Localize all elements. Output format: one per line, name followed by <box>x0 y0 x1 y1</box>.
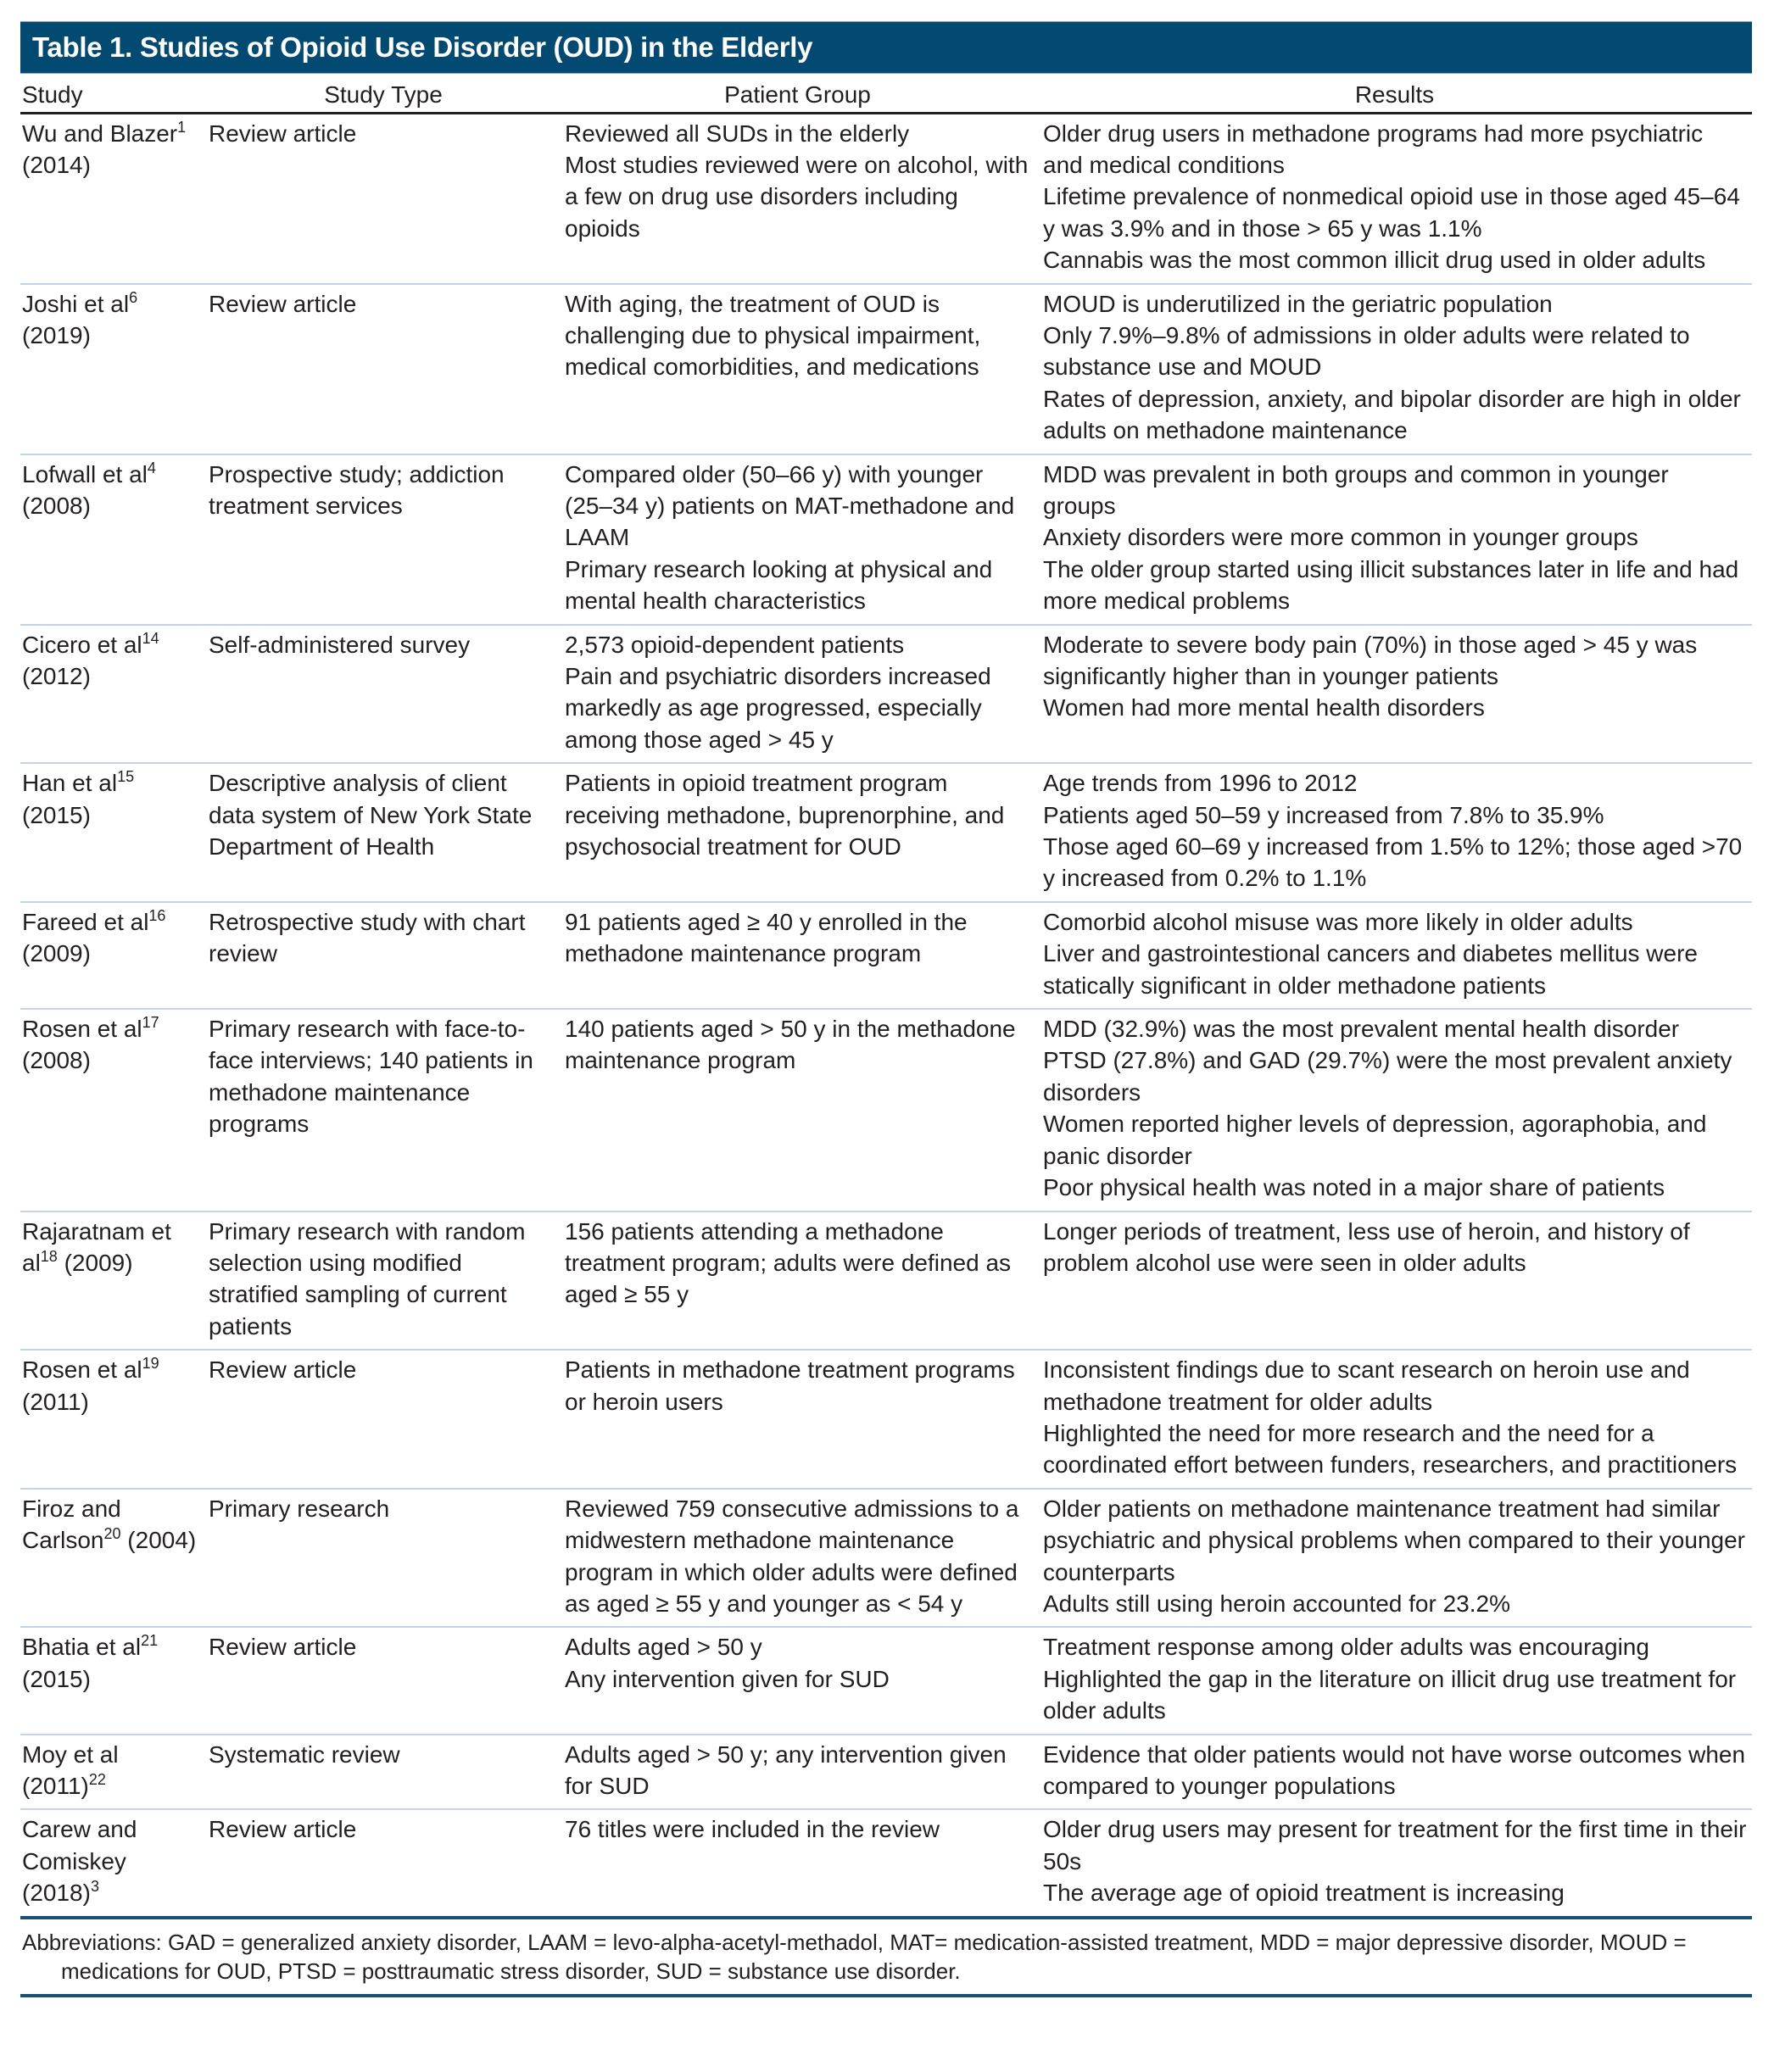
reference-number: 22 <box>88 1771 106 1788</box>
results-cell <box>1037 625 1752 764</box>
result-line: The older group started using illicit substances later in life and had more medical problems <box>1043 555 1739 615</box>
patient-group-line: Reviewed 759 consecutive admissions to a midwestern methadone maintenance program in which older adults were defined as aged ≥ 55 y and younger as < 54 y <box>565 1495 1019 1617</box>
result-line: Liver and gastrointestional cancers and diabetes mellitus were statically significant in older methadone patients <box>1043 940 1698 999</box>
results-cell <box>1037 454 1752 625</box>
reference-number: 15 <box>117 768 135 786</box>
patient-group-line: Any intervention given for SUD <box>565 1665 890 1692</box>
patient-group-line: Pain and psychiatric disorders increased markedly as age progressed, especially among those aged > 45 y <box>565 663 991 753</box>
patient-group-cell <box>558 284 1037 454</box>
results-cell <box>1037 284 1752 454</box>
patient-group-line: 76 titles were included in the review <box>565 1816 940 1843</box>
result-line: The average age of opioid treatment is increasing <box>1043 1880 1565 1907</box>
results-cell <box>1037 1627 1752 1734</box>
study-type-line: Prospective study; addiction treatment services <box>209 460 505 519</box>
result-line: Treatment response among older adults was encouraging <box>1043 1634 1649 1661</box>
table-row <box>20 284 1752 454</box>
study-type-cell <box>209 1211 558 1351</box>
reference-number: 6 <box>129 288 138 306</box>
study-year: (2009) <box>22 940 91 967</box>
result-line: Inconsistent findings due to scant research on heroin use and methadone treatment for older adults <box>1043 1356 1690 1415</box>
study-year: (2004) <box>120 1527 197 1554</box>
result-line: Older patients on methadone maintenance treatment had similar psychiatric and physical problems when compared to their younger counterparts <box>1043 1495 1745 1585</box>
patient-group-cell <box>558 1809 1037 1917</box>
study-type-cell <box>209 1489 558 1628</box>
patient-group-cell <box>558 1350 1037 1489</box>
patient-group-line: 156 patients attending a methadone treatment program; adults were defined as aged ≥ 55 y <box>565 1217 1012 1308</box>
patient-group-line: 2,573 opioid-dependent patients <box>565 631 905 658</box>
study-type-line: Review article <box>209 1634 357 1661</box>
study-author: Moy et al (2011) <box>22 1741 119 1799</box>
result-line: Comorbid alcohol misuse was more likely in older adults <box>1043 908 1633 935</box>
study-year: (2019) <box>22 321 91 348</box>
result-line: Moderate to severe body pain (70%) in those aged > 45 y was significantly higher than in younger patients <box>1043 631 1698 689</box>
study-type-line: Systematic review <box>209 1741 400 1768</box>
study-type-line: Review article <box>209 120 357 147</box>
table-body <box>20 113 1752 1918</box>
header-patient-group: Patient Group <box>558 74 1037 113</box>
study-cell <box>20 113 209 284</box>
study-cell <box>20 284 209 454</box>
results-cell <box>1037 1735 1752 1810</box>
table-row <box>20 1809 1752 1917</box>
results-cell <box>1037 1211 1752 1351</box>
study-cell <box>20 454 209 625</box>
table-row <box>20 1627 1752 1734</box>
patient-group-line: Patients in opioid treatment program receiving methadone, buprenorphine, and psychosocial treatment for OUD <box>565 770 1005 861</box>
study-year: (2012) <box>22 663 91 689</box>
study-cell <box>20 1489 209 1628</box>
studies-table <box>20 74 1752 1919</box>
table-row <box>20 454 1752 625</box>
study-cell <box>20 1627 209 1734</box>
study-author: Cicero et al <box>22 631 142 658</box>
study-cell <box>20 763 209 902</box>
result-line: Older drug users may present for treatment for the first time in their 50s <box>1043 1816 1747 1874</box>
abbreviations-footnote: Abbreviations: GAD = generalized anxiety disorder, LAAM = levo-alpha-acetyl-methadol, MAT= medication-assisted treatment, MDD = major depressive disorder, MOUD = medications for OUD, PTSD = posttraumatic stress disorder, SUD = substance use disorder. <box>20 1919 1752 1997</box>
table-row <box>20 1009 1752 1211</box>
reference-number: 17 <box>142 1014 159 1032</box>
study-cell <box>20 902 209 1009</box>
results-cell <box>1037 113 1752 284</box>
study-year: (2014) <box>22 151 91 178</box>
table-row <box>20 625 1752 764</box>
header-study: Study <box>20 74 209 113</box>
table-row <box>20 1211 1752 1351</box>
study-type-cell <box>209 763 558 902</box>
result-line: Rates of depression, anxiety, and bipolar disorder are high in older adults on methadone maintenance <box>1043 385 1741 444</box>
result-line: Longer periods of treatment, less use of heroin, and history of problem alcohol use were seen in older adults <box>1043 1217 1690 1276</box>
reference-number: 21 <box>141 1632 159 1650</box>
study-author: Rosen et al <box>22 1356 142 1384</box>
patient-group-line: With aging, the treatment of OUD is challenging due to physical impairment, medical comorbidities, and medications <box>565 290 981 381</box>
study-author: Han et al <box>22 770 118 797</box>
patient-group-line: Most studies reviewed were on alcohol, with a few on drug use disorders including opioids <box>565 151 1029 242</box>
patient-group-cell <box>558 1489 1037 1628</box>
reference-number: 18 <box>40 1247 58 1265</box>
study-type-cell <box>209 454 558 625</box>
study-author: Bhatia et al <box>22 1634 142 1661</box>
study-year: (2015) <box>22 801 91 828</box>
results-cell <box>1037 1489 1752 1628</box>
study-author: Fareed et al <box>22 908 149 935</box>
study-type-cell <box>209 1009 558 1211</box>
header-study-type: Study Type <box>209 74 558 113</box>
study-type-line: Self-administered survey <box>209 631 471 658</box>
result-line: Older drug users in methadone programs had more psychiatric and medical conditions <box>1043 120 1704 178</box>
study-type-line: Primary research with random selection using modified stratified sampling of current patients <box>209 1217 526 1340</box>
patient-group-line: Patients in methadone treatment programs or heroin users <box>565 1356 1015 1415</box>
patient-group-line: Compared older (50–66 y) with younger (25–34 y) patients on MAT-methadone and LAAM <box>565 460 1015 551</box>
patient-group-cell <box>558 1009 1037 1211</box>
study-type-cell <box>209 1809 558 1917</box>
study-cell <box>20 1350 209 1489</box>
study-year: (2009) <box>57 1249 133 1276</box>
reference-number: 19 <box>142 1355 159 1373</box>
study-type-cell <box>209 902 558 1009</box>
study-year: (2015) <box>22 1665 91 1692</box>
result-line: Evidence that older patients would not have worse outcomes when compared to younger populations <box>1043 1741 1746 1799</box>
patient-group-cell <box>558 625 1037 764</box>
result-line: Poor physical health was noted in a major share of patients <box>1043 1174 1665 1201</box>
patient-group-cell <box>558 902 1037 1009</box>
reference-number: 20 <box>103 1525 121 1543</box>
table-row <box>20 1350 1752 1489</box>
reference-number: 3 <box>90 1878 99 1896</box>
table-row <box>20 902 1752 1009</box>
reference-number: 4 <box>147 459 156 476</box>
study-type-cell <box>209 113 558 284</box>
results-cell <box>1037 1350 1752 1489</box>
study-year: (2008) <box>22 492 91 519</box>
result-line: Women reported higher levels of depression, agoraphobia, and panic disorder <box>1043 1111 1707 1169</box>
study-author: Rosen et al <box>22 1016 142 1043</box>
results-cell <box>1037 763 1752 902</box>
study-type-line: Descriptive analysis of client data system of New York State Department of Health <box>209 770 533 861</box>
study-cell <box>20 1211 209 1351</box>
header-results: Results <box>1037 74 1752 113</box>
patient-group-cell <box>558 113 1037 284</box>
result-line: Women had more mental health disorders <box>1043 694 1485 721</box>
result-line: Age trends from 1996 to 2012 <box>1043 770 1358 797</box>
table-row <box>20 763 1752 902</box>
study-cell <box>20 1735 209 1810</box>
results-cell <box>1037 1809 1752 1917</box>
patient-group-line: 140 patients aged > 50 y in the methadone maintenance program <box>565 1016 1016 1074</box>
table-row <box>20 113 1752 284</box>
results-cell <box>1037 1009 1752 1211</box>
reference-number: 14 <box>142 629 159 647</box>
study-cell <box>20 1809 209 1917</box>
patient-group-cell <box>558 763 1037 902</box>
patient-group-cell <box>558 1627 1037 1734</box>
patient-group-cell <box>558 1735 1037 1810</box>
patient-group-line: Primary research looking at physical and mental health characteristics <box>565 555 993 615</box>
study-author: Firoz and Carlson <box>22 1495 121 1554</box>
results-cell <box>1037 902 1752 1009</box>
study-type-cell <box>209 1735 558 1810</box>
result-line: Highlighted the gap in the literature on illicit drug use treatment for older adults <box>1043 1665 1737 1724</box>
study-type-cell <box>209 1350 558 1489</box>
study-type-cell <box>209 1627 558 1734</box>
reference-number: 16 <box>148 906 166 924</box>
result-line: MDD was prevalent in both groups and common in younger groups <box>1043 460 1669 519</box>
study-author: Carew and Comiskey (2018) <box>22 1816 137 1907</box>
result-line: Cannabis was the most common illicit drug used in older adults <box>1043 247 1706 274</box>
table-row <box>20 1735 1752 1810</box>
study-type-cell <box>209 284 558 454</box>
result-line: Those aged 60–69 y increased from 1.5% to 12%; those aged >70 y increased from 0.2% to 1.1% <box>1043 833 1743 892</box>
study-type-line: Primary research <box>209 1495 390 1522</box>
study-year: (2011) <box>22 1388 89 1415</box>
result-line: PTSD (27.8%) and GAD (29.7%) were the most prevalent anxiety disorders <box>1043 1047 1732 1106</box>
patient-group-cell <box>558 454 1037 625</box>
table-row <box>20 1489 1752 1628</box>
study-year: (2008) <box>22 1047 91 1074</box>
patient-group-line: Adults aged > 50 y; any intervention given for SUD <box>565 1741 1007 1799</box>
study-author: Joshi et al <box>22 290 130 317</box>
result-line: Anxiety disorders were more common in younger groups <box>1043 524 1638 551</box>
study-author: Lofwall et al <box>22 460 148 487</box>
study-type-line: Retrospective study with chart review <box>209 908 526 967</box>
reference-number: 1 <box>177 118 187 136</box>
study-type-cell <box>209 625 558 764</box>
table-title: Table 1. Studies of Opioid Use Disorder (OUD) in the Elderly <box>20 21 1752 74</box>
study-type-line: Review article <box>209 1816 357 1843</box>
study-type-line: Review article <box>209 290 357 317</box>
result-line: MDD (32.9%) was the most prevalent mental health disorder <box>1043 1016 1680 1043</box>
table-figure <box>20 21 1752 1997</box>
patient-group-line: Reviewed all SUDs in the elderly <box>565 120 910 147</box>
result-line: Only 7.9%–9.8% of admissions in older adults were related to substance use and MOUD <box>1043 321 1690 381</box>
study-type-line: Primary research with face-to-face interviews; 140 patients in methadone maintenance programs <box>209 1016 533 1138</box>
result-line: MOUD is underutilized in the geriatric population <box>1043 290 1553 317</box>
patient-group-line: 91 patients aged ≥ 40 y enrolled in the methadone maintenance program <box>565 908 968 967</box>
study-type-line: Review article <box>209 1356 357 1384</box>
result-line: Lifetime prevalence of nonmedical opioid use in those aged 45–64 y was 3.9% and in those > 65 y was 1.1% <box>1043 183 1740 242</box>
study-cell <box>20 625 209 764</box>
result-line: Highlighted the need for more research and the need for a coordinated effort between funders, researchers, and practitioners <box>1043 1419 1738 1479</box>
result-line: Patients aged 50–59 y increased from 7.8% to 35.9% <box>1043 801 1604 828</box>
result-line: Adults still using heroin accounted for 23.2% <box>1043 1590 1510 1617</box>
patient-group-line: Adults aged > 50 y <box>565 1634 762 1661</box>
patient-group-cell <box>558 1211 1037 1351</box>
study-author: Rajaratnam et al <box>22 1217 171 1276</box>
header-row <box>20 74 1752 113</box>
study-author: Wu and Blazer <box>22 120 178 147</box>
study-cell <box>20 1009 209 1211</box>
